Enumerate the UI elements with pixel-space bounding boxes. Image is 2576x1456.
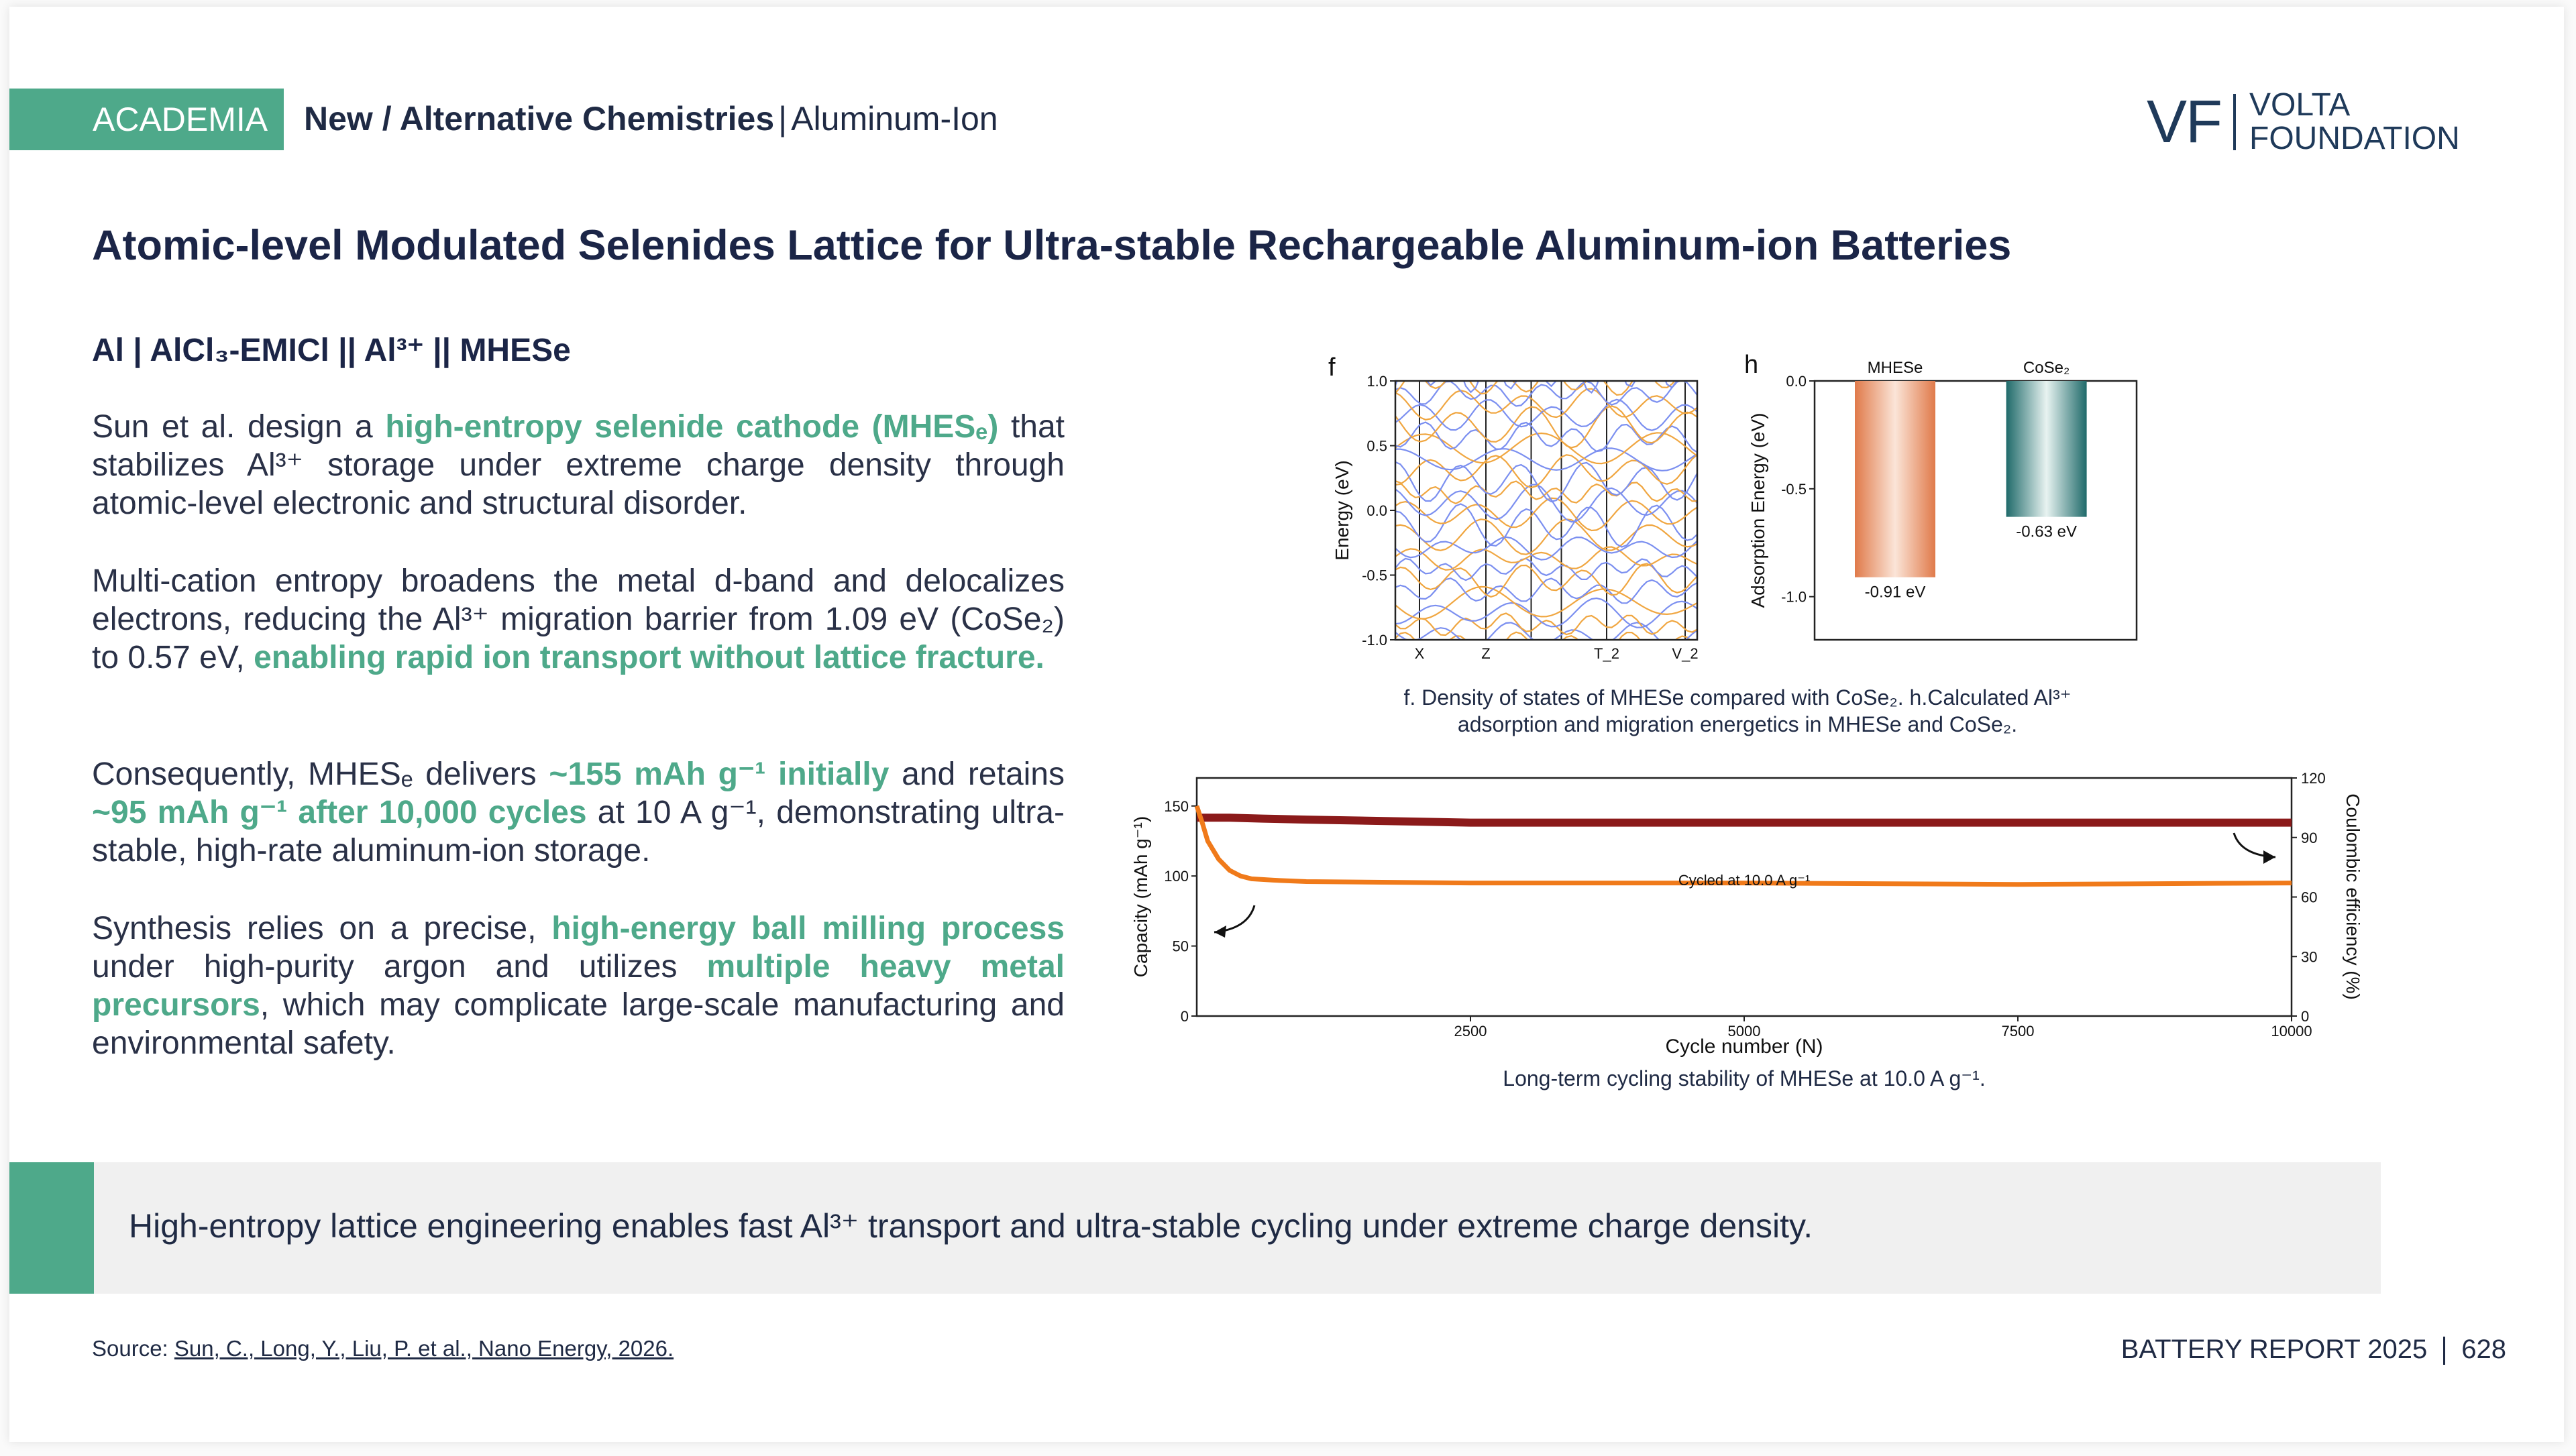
band-line	[1395, 587, 1697, 619]
arrow-to-efficiency-axis-icon	[2234, 833, 2275, 857]
bar-cose2	[2006, 381, 2087, 517]
logo-mark: VF	[2147, 89, 2222, 156]
cycling-x-tick-label: 7500	[2001, 1023, 2035, 1040]
arrow-head-left-icon	[1214, 926, 1226, 938]
paragraph-4: Synthesis relies on a precise, high-energy ball milling process under high-purity argon and utilizes multiple heavy metal precursors, which may complicate large-scale manufacturing and environmental safety.	[92, 911, 1065, 1061]
capacity-y-tick-label: 100	[1164, 868, 1189, 885]
band-line	[1395, 389, 1697, 420]
efficiency-y-tick-label: 30	[2301, 948, 2318, 966]
breadcrumb-main: New / Alternative Chemistries	[304, 100, 775, 137]
cycling-x-tick-label: 10000	[2271, 1023, 2312, 1040]
panel-f-label: f	[1328, 353, 1336, 382]
band-line	[1395, 423, 1697, 453]
efficiency-y-tick-label: 120	[2301, 770, 2326, 787]
band-y-tick-label: 1.0	[1366, 373, 1387, 390]
efficiency-y-tick-label: 60	[2301, 889, 2318, 906]
logo-word-1: VOLTA	[2249, 87, 2351, 123]
bottom-figure-caption: Long-term cycling stability of MHESe at 10.0 A g⁻¹.	[1503, 1066, 1986, 1090]
arrow-to-capacity-axis-icon	[1214, 905, 1254, 932]
adsorption-y-tick-label: -0.5	[1781, 480, 1807, 498]
capacity-y-axis-label: Capacity (mAh g⁻¹)	[1130, 816, 1151, 978]
cycling-x-axis-label: Cycle number (N)	[1665, 1035, 1823, 1058]
top-figure-caption: f. Density of states of MHESe compared with CoSe₂. h.Calculated Al³⁺ adsorption and migration energetics in MHESe and CoSe₂.	[1403, 685, 2072, 736]
figure-band-and-adsorption	[1322, 349, 2153, 664]
paragraph-2: Multi-cation entropy broadens the metal d-band and delocalizes electrons, reducing the Al³⁺ migration barrier from 1.09 eV (CoSe₂) to 0.57 eV, enabling rapid ion transport without lattice fracture.	[92, 563, 1065, 675]
band-line	[1395, 559, 1697, 580]
cycling-x-tick-label: 2500	[1454, 1023, 1487, 1040]
bar-value-mhese: -0.91 eV	[1864, 583, 1926, 602]
band-line	[1395, 380, 1697, 406]
cycling-annotation: Cycled at 10.0 A g⁻¹	[1678, 872, 1811, 889]
arrow-head-right-icon	[2263, 850, 2275, 864]
paragraph-3: Consequently, MHESₑ delivers ~155 mAh g⁻¹ initially and retains ~95 mAh g⁻¹ after 10,000 cycles at 10 A g⁻¹, demonstrating ultra-stable, high-rate aluminum-ion storage.	[92, 757, 1065, 869]
band-structure-lines	[1395, 350, 1697, 662]
panel-h-label: h	[1744, 351, 1759, 379]
band-line	[1395, 448, 1697, 470]
bar-label-cose2: CoSe₂	[2023, 359, 2070, 377]
report-name: BATTERY REPORT 2025	[2121, 1335, 2428, 1364]
page-number: 628	[2461, 1335, 2506, 1364]
capacity-y-tick-label: 150	[1164, 797, 1189, 815]
section-tag: ACADEMIA	[9, 89, 284, 150]
band-line	[1395, 433, 1697, 463]
adsorption-y-axis-label: Adsorption Energy (eV)	[1748, 412, 1768, 608]
bar-label-mhese: MHESe	[1867, 359, 1923, 377]
banner-accent	[9, 1162, 94, 1294]
source-link[interactable]: Sun, C., Long, Y., Liu, P. et al., Nano Energy, 2026.	[174, 1336, 674, 1361]
cell-formula: Al | AlCl₃-EMICl || Al³⁺ || MHESe	[92, 333, 571, 368]
breadcrumb-sub: Aluminum-Ion	[791, 100, 998, 137]
band-x-tick-label: T_2	[1594, 645, 1619, 662]
efficiency-y-tick-label: 90	[2301, 829, 2318, 846]
efficiency-y-axis-label: Coulombic efficiency (%)	[2343, 793, 2363, 1000]
page-footer	[2121, 1335, 2506, 1365]
source-citation: Source: Sun, C., Long, Y., Liu, P. et al., Nano Energy, 2026.	[92, 1336, 674, 1361]
band-y-tick-label: -0.5	[1362, 567, 1387, 584]
band-line	[1395, 537, 1697, 560]
capacity-y-tick-label: 50	[1172, 938, 1189, 955]
band-line	[1395, 632, 1697, 662]
band-line	[1395, 598, 1697, 628]
band-y-tick-label: 0.0	[1366, 502, 1387, 519]
bar-mhese	[1855, 381, 1935, 577]
coulombic-efficiency-line	[1197, 818, 2292, 822]
band-y-axis-label: Energy (eV)	[1332, 460, 1352, 561]
cycling-x-tick-label: 5000	[1727, 1023, 1761, 1040]
band-x-tick-label: V_2	[1672, 645, 1699, 662]
band-y-tick-label: -1.0	[1362, 632, 1387, 649]
band-y-tick-label: 0.5	[1366, 437, 1387, 455]
breadcrumb: New / Alternative Chemistries | Aluminum-Ion	[304, 100, 998, 137]
key-takeaway-text: High-entropy lattice engineering enables fast Al³⁺ transport and ultra-stable cycling under extreme charge density.	[129, 1207, 1813, 1245]
paragraph-1: Sun et al. design a high-entropy selenide cathode (MHESₑ) that stabilizes Al³⁺ storage under extreme charge density through atomic-level electronic and structural disorder.	[92, 409, 1065, 521]
logo-word-2: FOUNDATION	[2249, 121, 2460, 156]
capacity-y-tick-label: 0	[1180, 1008, 1189, 1025]
band-line	[1395, 519, 1697, 554]
bar-value-cose2: -0.63 eV	[2016, 522, 2077, 541]
adsorption-axis	[1781, 373, 1815, 606]
band-x-tick-label: Z	[1481, 645, 1491, 662]
key-takeaway-banner	[9, 1162, 2381, 1294]
figure-cycling-stability	[1127, 765, 2375, 1060]
adsorption-y-tick-label: 0.0	[1786, 373, 1807, 390]
band-line	[1395, 578, 1697, 603]
adsorption-y-tick-label: -1.0	[1781, 588, 1807, 606]
page-title: Atomic-level Modulated Selenides Lattice for Ultra-stable Rechargeable Aluminum-ion Batteries	[92, 222, 2012, 269]
volta-foundation-logo	[2147, 89, 2460, 156]
band-x-tick-label: X	[1414, 645, 1425, 662]
cycling-axes	[1164, 770, 2325, 1040]
efficiency-y-tick-label: 0	[2301, 1008, 2310, 1025]
